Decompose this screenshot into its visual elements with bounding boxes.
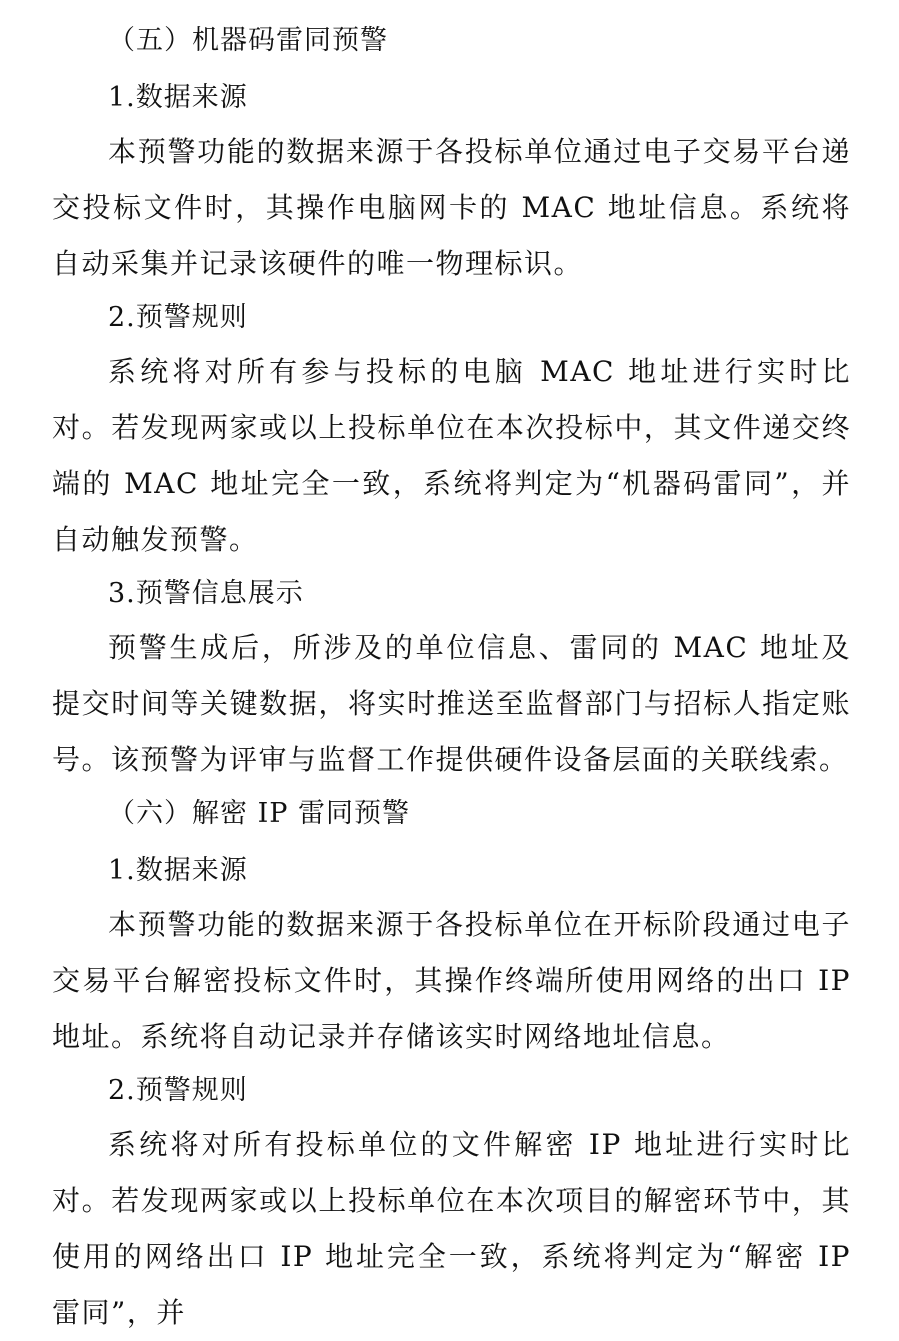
subheading-5-3: 3.预警信息展示 bbox=[108, 578, 304, 609]
paragraph-6-2: 系统将对所有投标单位的文件解密 IP 地址进行实时比对。若发现两家或以上投标单位在本次项目的解密环节中，其使用的网络出口 IP 地址完全一致，系统将判定为“解密 IP 雷同”，并 bbox=[52, 1128, 851, 1329]
subheading-6-1: 1.数据来源 bbox=[108, 855, 248, 886]
section-title-5: （五）机器码雷同预警 bbox=[108, 25, 388, 56]
section-title-6: （六）解密 IP 雷同预警 bbox=[108, 798, 410, 829]
paragraph-5-2: 系统将对所有参与投标的电脑 MAC 地址进行实时比对。若发现两家或以上投标单位在本次投标中，其文件递交终端的 MAC 地址完全一致，系统将判定为“机器码雷同”，并自动触发预警。 bbox=[52, 355, 851, 556]
paragraph-5-1: 本预警功能的数据来源于各投标单位通过电子交易平台递交投标文件时，其操作电脑网卡的 MAC 地址信息。系统将自动采集并记录该硬件的唯一物理标识。 bbox=[52, 135, 851, 280]
paragraph-6-1: 本预警功能的数据来源于各投标单位在开标阶段通过电子交易平台解密投标文件时，其操作终端所使用网络的出口 IP 地址。系统将自动记录并存储该实时网络地址信息。 bbox=[52, 908, 851, 1053]
subheading-5-2: 2.预警规则 bbox=[108, 302, 248, 333]
paragraph-5-3: 预警生成后，所涉及的单位信息、雷同的 MAC 地址及提交时间等关键数据，将实时推送至监督部门与招标人指定账号。该预警为评审与监督工作提供硬件设备层面的关联线索。 bbox=[52, 631, 851, 776]
subheading-5-1: 1.数据来源 bbox=[108, 82, 248, 113]
subheading-6-2: 2.预警规则 bbox=[108, 1075, 248, 1106]
